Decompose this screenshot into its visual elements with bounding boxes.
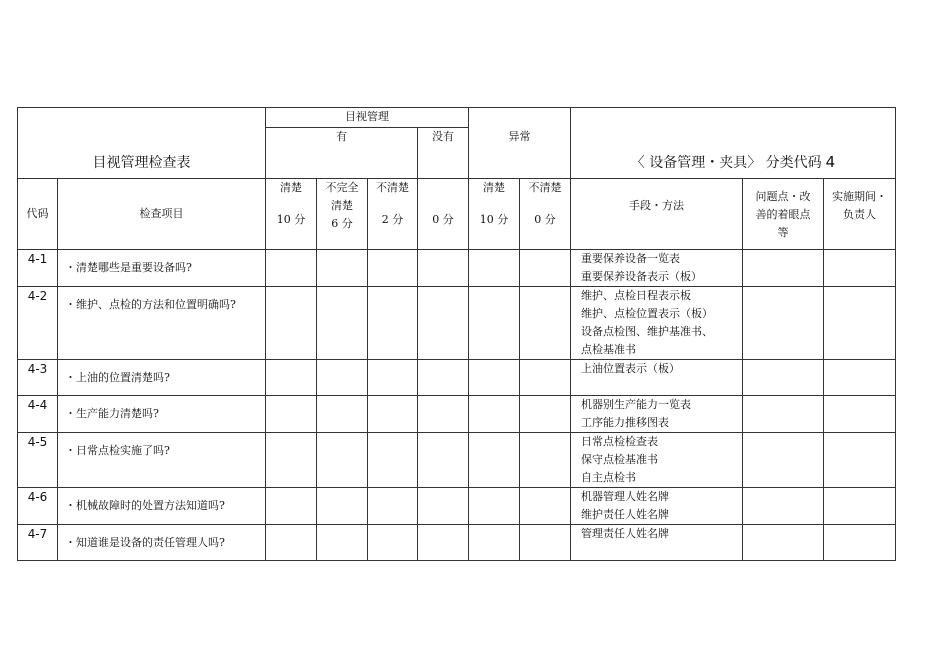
- col-ab-unclear-label: 不清楚: [528, 181, 562, 194]
- score-cell[interactable]: [266, 396, 317, 433]
- row-item: ・生产能力清楚吗?: [58, 396, 266, 433]
- row-item: ・知道谁是设备的责任管理人吗?: [58, 525, 266, 561]
- means-line: 管理责任人姓名牌: [581, 527, 669, 540]
- row-means: [571, 360, 743, 396]
- col-focus-label-2: 善的着眼点: [755, 208, 811, 221]
- row-code: 4-2: [18, 287, 58, 360]
- period-cell[interactable]: [824, 488, 896, 525]
- period-cell[interactable]: [824, 287, 896, 360]
- col-unclear-points: 2 分: [381, 213, 404, 226]
- score-cell[interactable]: [418, 433, 469, 488]
- abnormal-header: 异常: [469, 108, 571, 179]
- row-item: ・维护、点检的方法和位置明确吗?: [58, 287, 266, 360]
- col-ab-unclear: [520, 179, 571, 250]
- table-row: [18, 396, 896, 433]
- focus-cell[interactable]: [743, 287, 824, 360]
- row-item: ・上油的位置清楚吗?: [58, 360, 266, 396]
- focus-cell[interactable]: [743, 433, 824, 488]
- col-period-label-1: 实施期间・: [832, 190, 887, 203]
- row-code: 4-3: [18, 360, 58, 396]
- means-line: 机器别生产能力一览表: [581, 398, 691, 411]
- col-clear: [266, 179, 317, 250]
- category-code: 4: [825, 153, 836, 171]
- col-partly-label-1: 不完全: [325, 181, 359, 194]
- means-line: 上油位置表示（板）: [581, 362, 680, 375]
- focus-cell[interactable]: [743, 360, 824, 396]
- means-line: 维护、点检位置表示（板）: [581, 307, 713, 320]
- focus-cell[interactable]: [743, 396, 824, 433]
- score-cell[interactable]: [317, 525, 368, 561]
- col-partly-label-2: 清楚: [331, 199, 353, 212]
- score-cell[interactable]: [368, 396, 418, 433]
- table-row: [18, 250, 896, 287]
- score-cell[interactable]: [520, 525, 571, 561]
- row-code: 4-4: [18, 396, 58, 433]
- score-cell[interactable]: [520, 433, 571, 488]
- col-period: [824, 179, 896, 250]
- score-cell[interactable]: [266, 287, 317, 360]
- means-line: 点检基准书: [581, 343, 636, 356]
- score-cell[interactable]: [520, 488, 571, 525]
- means-line: 日常点检检查表: [581, 435, 658, 448]
- col-clear-label: 清楚: [280, 181, 302, 194]
- means-line: 维护、点检日程表示板: [581, 289, 691, 302]
- col-unclear-label: 不清楚: [376, 181, 409, 194]
- col-ab-unclear-points: 0 分: [534, 213, 556, 226]
- means-line: 重要保养设备表示（板）: [581, 270, 702, 283]
- score-cell[interactable]: [520, 250, 571, 287]
- score-cell[interactable]: [317, 396, 368, 433]
- row-means: [571, 287, 743, 360]
- score-cell[interactable]: [418, 396, 469, 433]
- col-ab-clear-label: 清楚: [483, 181, 505, 194]
- category-header: [571, 108, 896, 179]
- score-cell[interactable]: [418, 525, 469, 561]
- period-cell[interactable]: [824, 360, 896, 396]
- score-cell[interactable]: [317, 287, 368, 360]
- row-means: [571, 488, 743, 525]
- period-cell[interactable]: [824, 396, 896, 433]
- category-label: 〈 设备管理・夹具〉 分类代码: [630, 155, 822, 171]
- score-cell[interactable]: [317, 433, 368, 488]
- means-line: 机器管理人姓名牌: [581, 490, 669, 503]
- period-cell[interactable]: [824, 525, 896, 561]
- row-code: 4-1: [18, 250, 58, 287]
- score-cell[interactable]: [418, 360, 469, 396]
- score-cell[interactable]: [266, 525, 317, 561]
- col-code: 代码: [18, 179, 58, 250]
- row-item: ・日常点检实施了吗?: [58, 433, 266, 488]
- row-means: [571, 250, 743, 287]
- checklist-title: 目视管理检查表: [18, 108, 266, 179]
- period-cell[interactable]: [824, 250, 896, 287]
- col-means: 手段・方法: [571, 179, 743, 250]
- table-row: [18, 525, 896, 561]
- score-cell[interactable]: [418, 287, 469, 360]
- col-none-points: 0 分: [432, 213, 454, 226]
- score-cell[interactable]: [317, 488, 368, 525]
- row-code: 4-6: [18, 488, 58, 525]
- row-item: ・清楚哪些是重要设备吗?: [58, 250, 266, 287]
- col-period-label-2: 负责人: [843, 208, 876, 221]
- row-item: ・机械故障时的处置方法知道吗?: [58, 488, 266, 525]
- score-cell[interactable]: [520, 360, 571, 396]
- score-cell[interactable]: [418, 250, 469, 287]
- score-cell[interactable]: [520, 287, 571, 360]
- col-ab-clear: [469, 179, 520, 250]
- score-cell[interactable]: [266, 250, 317, 287]
- score-cell[interactable]: [368, 250, 418, 287]
- none-header: 没有: [418, 128, 469, 179]
- score-cell[interactable]: [469, 396, 520, 433]
- row-means: [571, 525, 743, 561]
- col-partly: [317, 179, 368, 250]
- score-cell[interactable]: [317, 360, 368, 396]
- col-partly-points: 6 分: [331, 217, 353, 230]
- score-cell[interactable]: [266, 433, 317, 488]
- score-cell[interactable]: [418, 488, 469, 525]
- table-row: [18, 360, 896, 396]
- col-focus: [743, 179, 824, 250]
- score-cell[interactable]: [520, 396, 571, 433]
- visual-management-checklist: [17, 107, 896, 561]
- table-row: [18, 433, 896, 488]
- row-means: [571, 396, 743, 433]
- col-ab-clear-points: 10 分: [479, 213, 509, 226]
- score-cell[interactable]: [469, 433, 520, 488]
- score-cell[interactable]: [368, 488, 418, 525]
- score-cell[interactable]: [469, 525, 520, 561]
- focus-cell[interactable]: [743, 525, 824, 561]
- score-cell[interactable]: [469, 360, 520, 396]
- focus-cell[interactable]: [743, 488, 824, 525]
- focus-cell[interactable]: [743, 250, 824, 287]
- score-cell[interactable]: [368, 433, 418, 488]
- col-focus-label-1: 问题点・改: [755, 190, 811, 203]
- has-header: 有: [266, 128, 418, 179]
- row-means: [571, 433, 743, 488]
- means-line: 保守点检基准书: [581, 453, 658, 466]
- col-clear-points: 10 分: [276, 213, 306, 226]
- means-line: 维护责任人姓名牌: [581, 508, 669, 521]
- score-cell[interactable]: [266, 360, 317, 396]
- row-code: 4-7: [18, 525, 58, 561]
- score-cell[interactable]: [469, 488, 520, 525]
- score-cell[interactable]: [368, 360, 418, 396]
- score-cell[interactable]: [368, 525, 418, 561]
- col-unclear: [368, 179, 418, 250]
- col-item: 检查项目: [58, 179, 266, 250]
- score-cell[interactable]: [368, 287, 418, 360]
- means-line: 自主点检书: [581, 471, 636, 484]
- score-cell[interactable]: [469, 250, 520, 287]
- row-code: 4-5: [18, 433, 58, 488]
- table-row: [18, 488, 896, 525]
- visual-mgmt-header: 目视管理: [266, 108, 469, 128]
- means-line: 工序能力推移图表: [581, 416, 669, 429]
- period-cell[interactable]: [824, 433, 896, 488]
- score-cell[interactable]: [266, 488, 317, 525]
- score-cell[interactable]: [469, 287, 520, 360]
- score-cell[interactable]: [317, 250, 368, 287]
- col-focus-label-3: 等: [777, 226, 789, 239]
- col-none: [418, 179, 469, 250]
- means-line: 重要保养设备一览表: [581, 252, 680, 265]
- means-line: 设备点检图、维护基准书、: [581, 325, 713, 338]
- table-row: [18, 287, 896, 360]
